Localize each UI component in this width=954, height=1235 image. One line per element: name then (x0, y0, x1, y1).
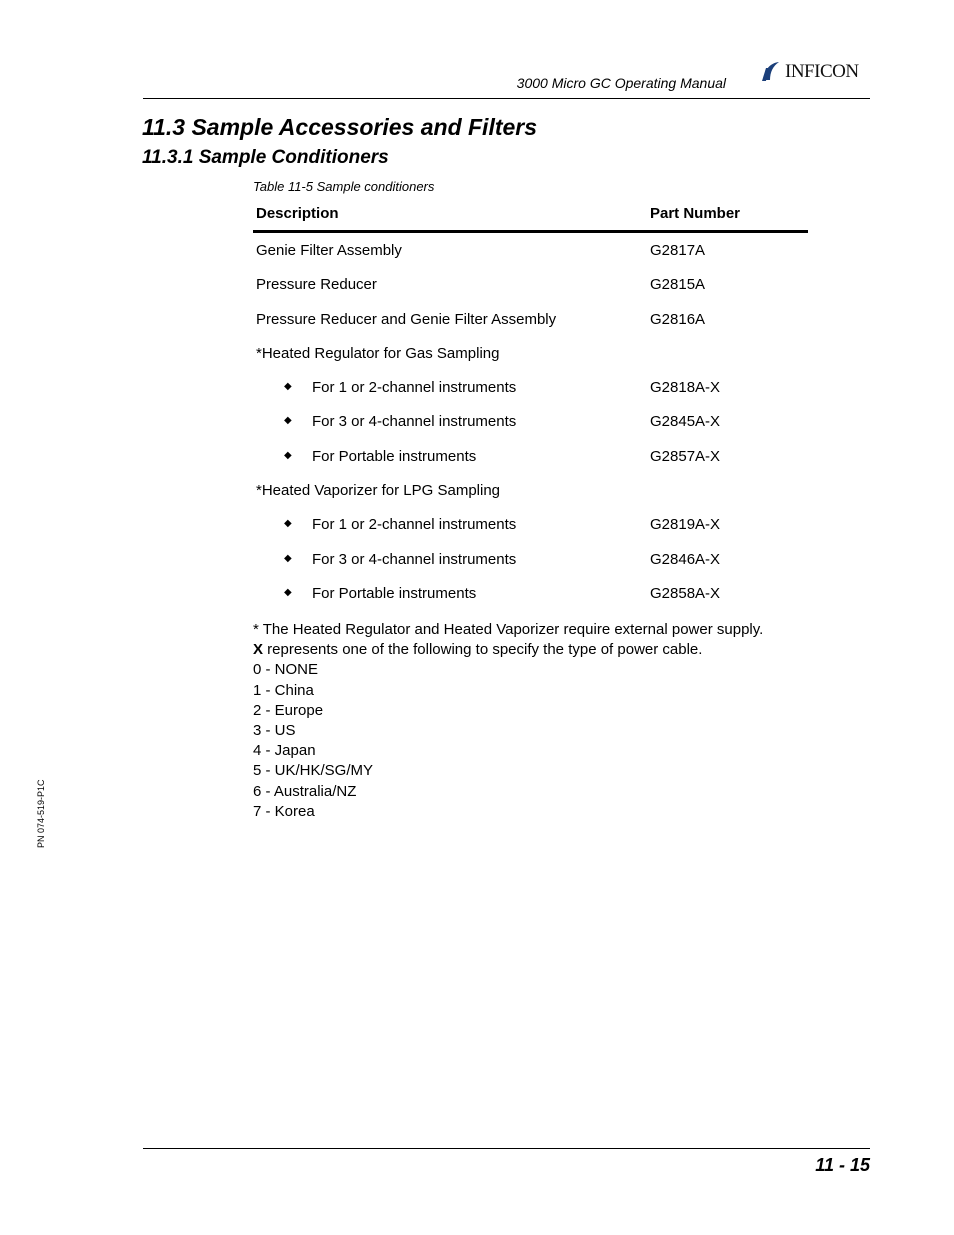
table-group-row (253, 473, 808, 507)
row-part-number: G2857A-X (650, 447, 721, 465)
row-part-number: G2818A-X (650, 379, 721, 397)
subsection-heading: 11.3.1 Sample Conditioners (142, 147, 389, 168)
row-description: Pressure Reducer (256, 276, 377, 294)
row-description: For Portable instruments (312, 584, 477, 602)
row-description: Pressure Reducer and Genie Filter Assembly (256, 310, 557, 328)
table-row (253, 302, 808, 336)
manual-title: 3000 Micro GC Operating Manual (516, 75, 726, 91)
section-heading: 11.3 Sample Accessories and Filters (142, 114, 538, 140)
column-header-description: Description (256, 205, 339, 222)
cable-option: 0 - NONE (253, 661, 319, 679)
row-description: For 1 or 2-channel instruments (312, 379, 517, 397)
x-explanation (253, 640, 763, 660)
header-rule (143, 98, 870, 99)
diamond-bullet-icon: ◆ (284, 586, 292, 598)
table-row (253, 370, 808, 404)
page-number: 11 - 15 (815, 1155, 870, 1175)
row-description: *Heated Regulator for Gas Sampling (256, 344, 500, 362)
inficon-logo (760, 58, 859, 86)
row-description: For 3 or 4-channel instruments (312, 413, 517, 431)
table-caption: Table 11-5 Sample conditioners (253, 179, 435, 194)
diamond-bullet-icon: ◆ (284, 381, 292, 393)
footnote: * The Heated Regulator and Heated Vaporizer require external power supply. (253, 621, 764, 638)
cable-option: 6 - Australia/NZ (253, 782, 357, 800)
table-row (253, 404, 808, 438)
cable-option: 4 - Japan (253, 742, 316, 760)
row-part-number: G2858A-X (650, 584, 721, 602)
diamond-bullet-icon: ◆ (284, 449, 292, 461)
table-header (253, 204, 808, 233)
table-row (253, 267, 808, 301)
row-part-number: G2815A (650, 276, 706, 294)
column-header-part-number: Part Number (650, 205, 741, 222)
footer-rule (143, 1148, 870, 1149)
row-part-number: G2816A (650, 310, 706, 328)
cable-option: 7 - Korea (253, 802, 315, 820)
cable-option: 2 - Europe (253, 701, 324, 719)
diamond-bullet-icon: ◆ (284, 518, 292, 530)
logo-text: INFICON (785, 61, 859, 82)
row-description: For 3 or 4-channel instruments (312, 550, 517, 568)
table-notes (253, 620, 763, 822)
x-symbol: X (253, 641, 264, 659)
x-explanation-text: represents one of the following to specify the type of power cable. (263, 641, 703, 659)
row-description: *Heated Vaporizer for LPG Sampling (256, 482, 501, 500)
row-part-number: G2845A-X (650, 413, 721, 431)
cable-option: 3 - US (253, 722, 296, 740)
diamond-bullet-icon: ◆ (284, 415, 292, 427)
inficon-logo-icon (760, 60, 782, 84)
table-row (253, 439, 808, 473)
cable-option: 5 - UK/HK/SG/MY (253, 762, 374, 780)
row-part-number: G2819A-X (650, 516, 721, 534)
side-part-number: PN 074-519-P1C (36, 779, 46, 848)
cable-option: 1 - China (253, 681, 314, 699)
row-part-number: G2846A-X (650, 550, 721, 568)
table-row (253, 233, 808, 267)
table-row (253, 542, 808, 576)
row-description: For Portable instruments (312, 447, 477, 465)
row-description: For 1 or 2-channel instruments (312, 516, 517, 534)
table-group-row (253, 336, 808, 370)
row-part-number: G2817A (650, 242, 706, 259)
table-row (253, 576, 808, 610)
row-description: Genie Filter Assembly (256, 242, 402, 259)
diamond-bullet-icon: ◆ (284, 552, 292, 564)
table-row (253, 507, 808, 541)
sample-conditioners-table (253, 204, 808, 610)
